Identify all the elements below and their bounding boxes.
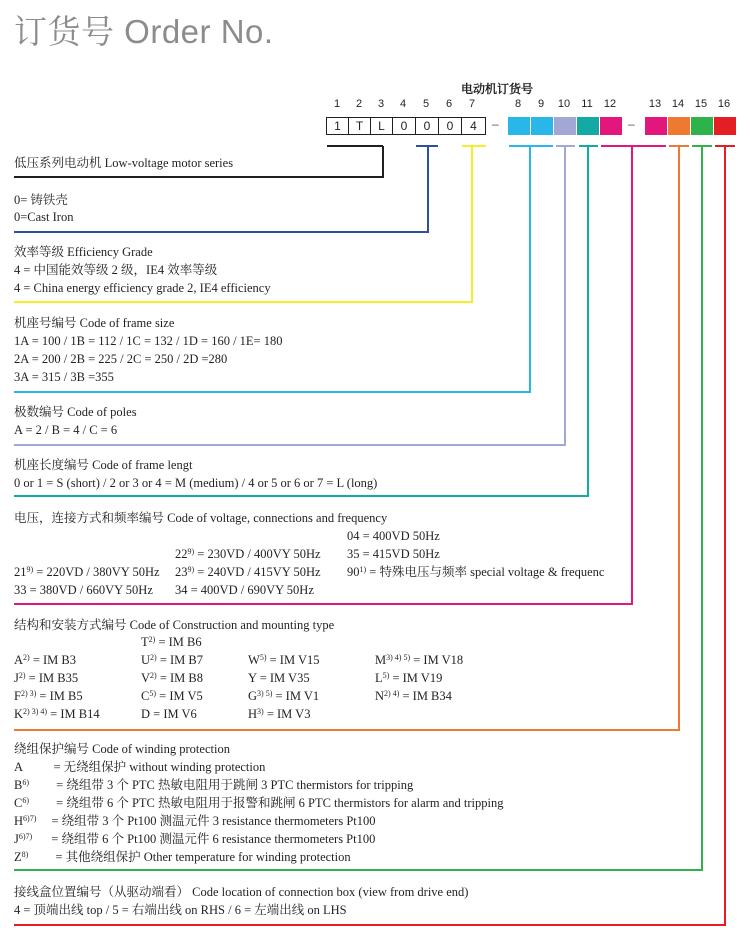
- poles-heading: 极数编号 Code of poles: [14, 405, 137, 419]
- frame-size-line: 3A = 315 / 3B =355: [14, 370, 114, 384]
- poles-line: A = 2 / B = 4 / C = 6: [14, 423, 118, 437]
- mounting-code-g: $G^{3) 5)}$ = IM V1: [248, 689, 320, 703]
- mounting-code-u: $U^{2)}$ = IM B7: [141, 653, 203, 667]
- housing-line: 0= 铸铁壳: [14, 193, 68, 207]
- position-number: 1: [333, 98, 341, 110]
- mounting-code-w: $W^{5)}$ = IM V15: [248, 653, 320, 667]
- series-label: 低压系列电动机 Low-voltage motor series: [14, 156, 234, 170]
- position-number: 15: [694, 98, 708, 110]
- winding-heading: 绕组保护编号 Code of winding protection: [14, 742, 230, 756]
- winding-code-z: $Z^{8)}$ = 其他绕组保护 Other temperature for winding protection: [14, 850, 351, 864]
- housing-line: 0=Cast Iron: [14, 210, 74, 224]
- position-number: 16: [717, 98, 731, 110]
- voltage-code-33: 33 = 380VD / 660VY 50Hz: [14, 583, 153, 597]
- winding-code-a: A = 无绕组保护 without winding protection: [14, 760, 266, 774]
- voltage-code-34: 34 = 400VD / 690VY 50Hz: [175, 583, 314, 597]
- mounting-code-f: $F^{2) 3)}$ = IM B5: [14, 689, 83, 703]
- position-number: 11: [581, 98, 593, 110]
- header-caption: 电动机订货号: [461, 82, 534, 96]
- terminal-box-heading: 接线盒位置编号（从驱动端看） Code location of connection box (view from drive end): [14, 885, 469, 899]
- terminal-box-line: 4 = 顶端出线 top / 5 = 右端出线 on RHS / 6 = 左端出线 on LHS: [14, 903, 347, 917]
- position-number: 5: [422, 98, 430, 110]
- page-title: 订货号 Order No.: [14, 13, 274, 50]
- voltage-code-22: 22$^{9)}$ = 230VD / 400VY 50Hz: [175, 547, 321, 561]
- frame-size-line: 2A = 200 / 2B = 225 / 2C = 250 / 2D =280: [14, 352, 228, 366]
- position-number: 13: [648, 98, 662, 110]
- position-number: 14: [671, 98, 685, 110]
- mounting-code-y: Y = IM V35: [248, 671, 310, 685]
- voltage-code-04: 04 = 400VD 50Hz: [347, 529, 440, 543]
- position-number: 7: [468, 98, 476, 110]
- position-number: 6: [445, 98, 453, 110]
- mounting-code-m: $M^{3) 4) 5)}$ = IM V18: [375, 653, 464, 667]
- mounting-code-l: $L^{5)}$ = IM V19: [375, 671, 443, 685]
- mounting-code-c: $C^{5)}$ = IM V5: [141, 689, 203, 703]
- code-cell: 4: [461, 117, 486, 135]
- voltage-code-35: 35 = 415VD 50Hz: [347, 547, 440, 561]
- code-cell: 0: [392, 117, 416, 135]
- code-cell: 0: [415, 117, 439, 135]
- mounting-code-h: $H^{3)}$ = IM V3: [248, 707, 311, 721]
- voltage-code-21: 21$^{9)}$ = 220VD / 380VY 50Hz: [14, 565, 160, 579]
- efficiency-heading: 效率等级 Efficiency Grade: [14, 245, 153, 259]
- mounting-code-k: $K^{2) 3) 4)}$ = IM B14: [14, 707, 100, 721]
- code-cell: 0: [438, 117, 462, 135]
- voltage-code-23: 23$^{9)}$ = 240VD / 415VY 50Hz: [175, 565, 321, 579]
- separator: –: [492, 117, 499, 131]
- separator: –: [628, 117, 635, 131]
- position-number: 10: [557, 98, 571, 110]
- winding-code-j: $J^{6)7)}$ = 绕组带 6 个 Pt100 测温元件 6 resistance thermometers Pt100: [14, 832, 376, 846]
- mounting-code-d: D = IM V6: [141, 707, 197, 721]
- mounting-code-t: $T^{2)}$ = IM B6: [141, 635, 202, 649]
- code-cell: L: [370, 117, 393, 135]
- frame-size-heading: 机座号编号 Code of frame size: [14, 316, 175, 330]
- position-number: 8: [514, 98, 522, 110]
- position-number: 12: [603, 98, 617, 110]
- position-number: 3: [377, 98, 385, 110]
- code-cell: T: [348, 117, 371, 135]
- position-number: 2: [355, 98, 363, 110]
- voltage-heading: 电压，连接方式和频率编号 Code of voltage, connections and frequency: [14, 511, 388, 525]
- frame-length-heading: 机座长度编号 Code of frame lengt: [14, 458, 193, 472]
- code-cell: 1: [326, 117, 349, 135]
- winding-code-b: $B^{6)}$ = 绕组带 3 个 PTC 热敏电阻用于跳闸 3 PTC thermistors for tripping: [14, 778, 414, 792]
- mounting-code-j: $J^{2)}$ = IM B35: [14, 671, 79, 685]
- mounting-code-v: $V^{2)}$ = IM B8: [141, 671, 203, 685]
- mounting-code-a: $A^{2)}$ = IM B3: [14, 653, 76, 667]
- position-number: 9: [537, 98, 545, 110]
- frame-length-line: 0 or 1 = S (short) / 2 or 3 or 4 = M (medium) / 4 or 5 or 6 or 7 = L (long): [14, 476, 378, 490]
- frame-size-line: 1A = 100 / 1B = 112 / 1C = 132 / 1D = 160 / 1E= 180: [14, 334, 283, 348]
- mounting-code-n: $N^{2) 4)}$ = IM B34: [375, 689, 452, 703]
- mounting-heading: 结构和安装方式编号 Code of Construction and mounting type: [14, 618, 335, 632]
- winding-code-h: $H^{6)7)}$ = 绕组带 3 个 Pt100 测温元件 3 resistance thermometers Pt100: [14, 814, 376, 828]
- winding-code-c: $C^{6)}$ = 绕组带 6 个 PTC 热敏电阻用于报警和跳闸 6 PTC thermistors for alarm and tripping: [14, 796, 504, 810]
- voltage-code-90: 90$^{1)}$ = 特殊电压与频率 special voltage & frequenc: [347, 565, 605, 579]
- efficiency-line: 4 = 中国能效等级 2 级，IE4 效率等级: [14, 263, 218, 277]
- position-number: 4: [399, 98, 407, 110]
- efficiency-line: 4 = China energy efficiency grade 2, IE4 efficiency: [14, 281, 271, 295]
